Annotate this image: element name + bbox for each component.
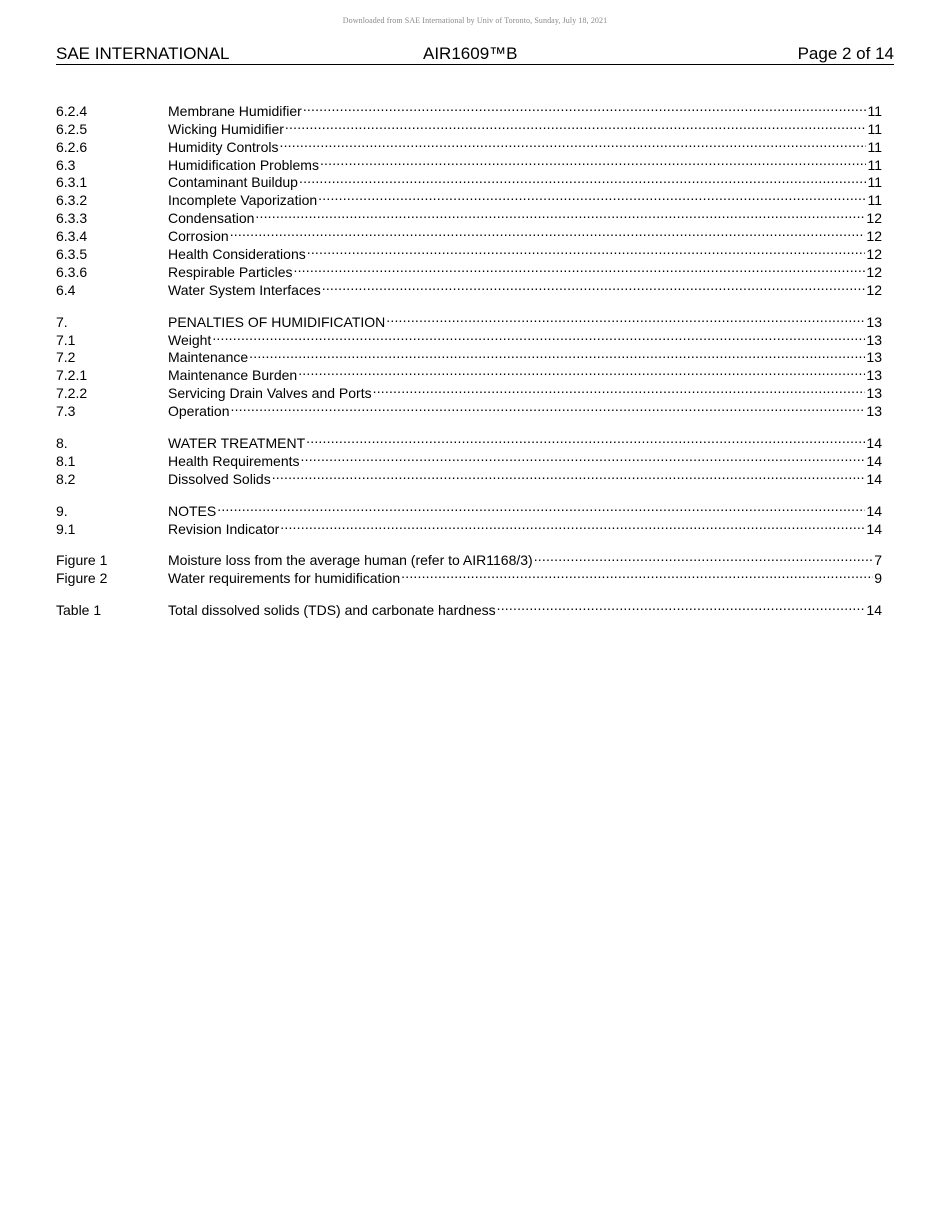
- toc-entry-number: 7.1: [56, 331, 76, 348]
- toc-entry-number: 6.2.5: [56, 120, 88, 137]
- toc-dot-leader: [212, 327, 865, 345]
- toc-entry-page: 12: [866, 281, 882, 298]
- toc-group: [56, 597, 882, 619]
- toc-dot-leader: [280, 516, 865, 534]
- toc-entry-number: 7.2.1: [56, 367, 88, 384]
- toc-dot-leader: [303, 98, 867, 116]
- toc-entry-title: PENALTIES OF HUMIDIFICATION: [168, 313, 386, 330]
- toc-entry-title: Membrane Humidifier: [168, 102, 302, 119]
- toc-entry-title: Water System Interfaces: [168, 281, 321, 298]
- toc-entry: [56, 430, 882, 452]
- toc-dot-leader: [294, 259, 866, 277]
- toc-entry-number: 7.2: [56, 349, 76, 366]
- toc-entry-page: 12: [866, 210, 882, 227]
- toc-dot-leader: [255, 205, 865, 223]
- header-page-number: Page 2 of 14: [797, 44, 894, 63]
- toc-entry-title: Incomplete Vaporization: [168, 192, 318, 209]
- toc-entry-page: 9: [874, 570, 882, 587]
- toc-entry-page: 14: [866, 435, 882, 452]
- toc-entry-page: 13: [866, 367, 882, 384]
- toc-entry-title: Maintenance: [168, 349, 249, 366]
- toc-entry-page: 14: [866, 452, 882, 469]
- toc-entry-title: WATER TREATMENT: [168, 435, 306, 452]
- toc-entry-page: 14: [866, 602, 882, 619]
- toc-entry-number: 6.3.3: [56, 210, 88, 227]
- toc-entry-number: 6.3.2: [56, 192, 88, 209]
- toc-group: [56, 309, 882, 420]
- toc-entry-title: Corrosion: [168, 228, 229, 245]
- toc-entry-title: Servicing Drain Valves and Ports: [168, 385, 372, 402]
- toc-dot-leader: [306, 430, 865, 448]
- toc-entry-title: Total dissolved solids (TDS) and carbonate hardness: [168, 602, 496, 619]
- toc-group: [56, 430, 882, 487]
- toc-dot-leader: [320, 152, 867, 170]
- toc-entry-number: Table 1: [56, 602, 102, 619]
- toc-entry-number: 9.: [56, 502, 68, 519]
- toc-dot-leader: [272, 466, 866, 484]
- toc-entry-title: Health Considerations: [168, 246, 306, 263]
- toc-entry: [56, 498, 882, 519]
- toc-dot-leader: [534, 548, 874, 566]
- toc-entry-number: Figure 2: [56, 570, 108, 587]
- download-watermark: Downloaded from SAE International by Univ of Toronto, Sunday, July 18, 2021: [342, 16, 608, 25]
- header-document-id: AIR1609™B: [423, 44, 518, 63]
- page-header: [56, 44, 894, 65]
- toc-entry-number: 7.3: [56, 403, 76, 420]
- toc-entry-number: 8.: [56, 435, 68, 452]
- toc-entry-page: 13: [866, 349, 882, 366]
- toc-entry: [56, 309, 882, 330]
- toc-dot-leader: [322, 277, 866, 295]
- toc-entry-page: 7: [874, 552, 882, 569]
- toc-entry-page: 11: [867, 174, 882, 191]
- toc-dot-leader: [279, 134, 866, 152]
- toc-entry-title: Weight: [168, 331, 212, 348]
- toc-entry-page: 11: [867, 192, 882, 209]
- header-organization: SAE INTERNATIONAL: [56, 44, 230, 63]
- toc-entry-page: 12: [866, 263, 882, 280]
- toc-entry-page: 12: [866, 246, 882, 263]
- toc-entry-number: 6.4: [56, 281, 76, 298]
- toc-dot-leader: [318, 187, 866, 205]
- toc-entry-title: Health Requirements: [168, 452, 300, 469]
- toc-entry-number: Figure 1: [56, 552, 108, 569]
- toc-entry-title: Maintenance Burden: [168, 367, 298, 384]
- toc-entry-number: 8.1: [56, 452, 76, 469]
- toc-entry-number: 9.1: [56, 520, 76, 537]
- toc-entry-title: Wicking Humidifier: [168, 120, 284, 137]
- toc-entry-page: 13: [866, 331, 882, 348]
- toc-entry-title: Humidification Problems: [168, 156, 319, 173]
- toc-entry-number: 6.2.4: [56, 102, 88, 119]
- toc-entry-title: Dissolved Solids: [168, 470, 271, 487]
- toc-entry-number: 8.2: [56, 470, 76, 487]
- toc-entry-page: 14: [866, 502, 882, 519]
- toc-entry-page: 13: [866, 313, 882, 330]
- toc-entry-number: 6.3.5: [56, 246, 88, 263]
- toc-dot-leader: [386, 309, 865, 327]
- toc-entry-number: 6.3.1: [56, 174, 88, 191]
- toc-entry: [56, 597, 882, 619]
- toc-entry-number: 6.2.6: [56, 138, 88, 155]
- table-of-contents: [56, 98, 882, 629]
- toc-dot-leader: [230, 223, 866, 241]
- toc-dot-leader: [249, 345, 865, 363]
- toc-entry-page: 12: [866, 228, 882, 245]
- toc-dot-leader: [298, 362, 865, 380]
- toc-entry-number: 6.3.6: [56, 263, 88, 280]
- toc-entry-title: Water requirements for humidification: [168, 570, 401, 587]
- toc-entry-page: 14: [866, 520, 882, 537]
- toc-entry-title: Revision Indicator: [168, 520, 280, 537]
- toc-entry-title: NOTES: [168, 502, 217, 519]
- toc-dot-leader: [301, 448, 866, 466]
- toc-entry-title: Respirable Particles: [168, 263, 293, 280]
- toc-group: [56, 98, 882, 298]
- toc-entry-number: 6.3.4: [56, 228, 88, 245]
- toc-entry-title: Humidity Controls: [168, 138, 279, 155]
- toc-dot-leader: [299, 170, 866, 188]
- toc-entry-title: Operation: [168, 403, 230, 420]
- toc-entry-number: 7.: [56, 313, 68, 330]
- toc-entry-page: 13: [866, 403, 882, 420]
- toc-group: [56, 498, 882, 537]
- toc-group: [56, 548, 882, 587]
- toc-entry-page: 11: [867, 120, 882, 137]
- toc-entry-page: 13: [866, 385, 882, 402]
- toc-dot-leader: [307, 241, 866, 259]
- toc-entry-title: Contaminant Buildup: [168, 174, 298, 191]
- toc-entry-page: 11: [867, 138, 882, 155]
- toc-dot-leader: [285, 116, 867, 134]
- toc-dot-leader: [230, 398, 865, 416]
- toc-dot-leader: [401, 565, 873, 583]
- toc-entry-title: Condensation: [168, 210, 255, 227]
- toc-dot-leader: [373, 380, 866, 398]
- toc-entry-title: Moisture loss from the average human (refer to AIR1168/3): [168, 552, 533, 569]
- toc-dot-leader: [497, 597, 866, 615]
- toc-entry-page: 11: [867, 156, 882, 173]
- toc-entry-page: 14: [866, 470, 882, 487]
- toc-dot-leader: [217, 498, 865, 516]
- toc-entry: [56, 548, 882, 569]
- toc-entry: [56, 98, 882, 119]
- toc-entry-number: 6.3: [56, 156, 76, 173]
- toc-entry-page: 11: [867, 102, 882, 119]
- toc-entry-number: 7.2.2: [56, 385, 88, 402]
